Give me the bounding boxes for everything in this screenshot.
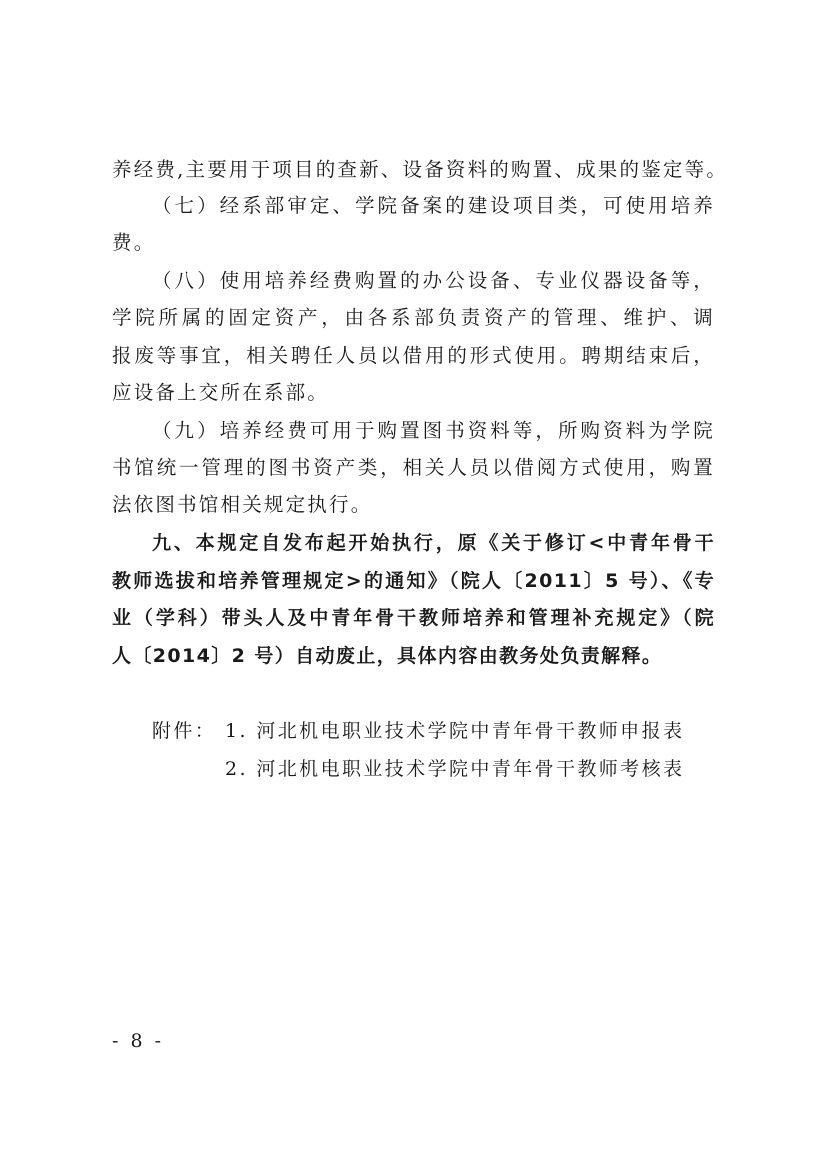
attachment-label: 附件： xyxy=(152,720,217,742)
article-nine-line: 教师选拔和培养管理规定>的通知》（院人〔2011〕5 号）、《专 xyxy=(112,570,715,592)
paragraph-line: （八）使用培养经费购置的办公设备、专业仪器设备等， xyxy=(152,269,715,292)
paragraph-line: 法依图书馆相关规定执行。 xyxy=(112,493,373,516)
page-number: - 8 - xyxy=(112,1030,165,1052)
attachment-item: 1. 河北机电职业技术学院中青年骨干教师申报表 xyxy=(225,720,685,742)
paragraph-line: 费。 xyxy=(112,231,156,254)
paragraph-line: 书馆统一管理的图书资产类，相关人员以借阅方式使用，购置 xyxy=(112,456,715,479)
article-nine-line: 业（学科）带头人及中青年骨干教师培养和管理补充规定》（院 xyxy=(112,607,715,629)
attachment-item: 2. 河北机电职业技术学院中青年骨干教师考核表 xyxy=(225,758,685,780)
paragraph-line: （九）培养经费可用于购置图书资料等，所购资料为学院 xyxy=(152,419,715,442)
paragraph-line: 应设备上交所在系部。 xyxy=(112,381,330,404)
paragraph-line: 养经费,主要用于项目的查新、设备资料的购置、成果的鉴定等。 xyxy=(112,158,728,181)
paragraph-line: （七）经系部审定、学院备案的建设项目类，可使用培养 xyxy=(152,194,715,217)
article-nine-line: 人〔2014〕2 号）自动废止，具体内容由教务处负责解释。 xyxy=(112,645,663,667)
paragraph-line: 学院所属的固定资产，由各系部负责资产的管理、维护、调 xyxy=(112,306,715,329)
article-nine-line: 九、本规定自发布起开始执行，原《关于修订<中青年骨干 xyxy=(152,532,715,554)
paragraph-line: 报废等事宜，相关聘任人员以借用的形式使用。聘期结束后， xyxy=(112,344,715,367)
